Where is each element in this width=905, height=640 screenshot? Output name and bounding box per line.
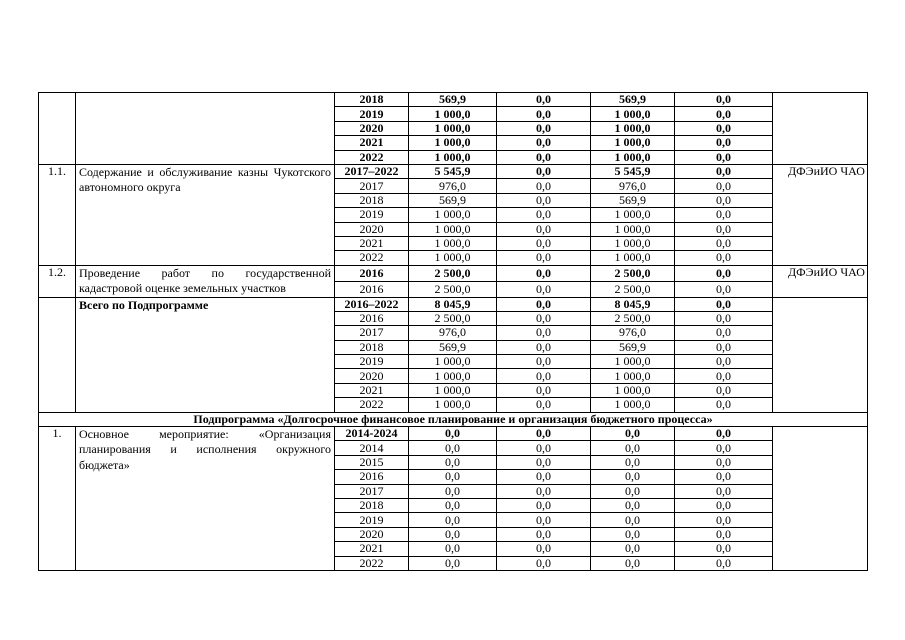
- federal-cell: 0,0: [497, 281, 591, 297]
- measure-name-cell: Проведение работ по государственной кадастровой оценке земельных участков: [76, 265, 335, 297]
- year-cell: 2022: [335, 150, 409, 164]
- table-row: [39, 297, 868, 311]
- regional-cell: 1 000,0: [591, 398, 675, 412]
- year-cell: 2017: [335, 326, 409, 340]
- year-cell: 2021: [335, 136, 409, 150]
- year-cell: 2017: [335, 179, 409, 193]
- federal-cell: 0,0: [497, 311, 591, 325]
- total-cell: 1 000,0: [409, 222, 497, 236]
- federal-cell: 0,0: [497, 383, 591, 397]
- total-cell: 1 000,0: [409, 136, 497, 150]
- total-cell: 1 000,0: [409, 150, 497, 164]
- regional-cell: 0,0: [591, 427, 675, 441]
- year-cell: 2018: [335, 93, 409, 107]
- total-cell: 0,0: [409, 498, 497, 512]
- regional-cell: 569,9: [591, 93, 675, 107]
- regional-cell: 1 000,0: [591, 383, 675, 397]
- regional-cell: 1 000,0: [591, 107, 675, 121]
- other-cell: 0,0: [675, 355, 773, 369]
- regional-cell: 0,0: [591, 556, 675, 570]
- other-cell: 0,0: [675, 222, 773, 236]
- total-cell: 1 000,0: [409, 355, 497, 369]
- total-cell: 0,0: [409, 484, 497, 498]
- total-cell: 1 000,0: [409, 251, 497, 265]
- regional-cell: 1 000,0: [591, 208, 675, 222]
- other-cell: 0,0: [675, 326, 773, 340]
- total-cell: 976,0: [409, 179, 497, 193]
- total-cell: 569,9: [409, 193, 497, 207]
- total-cell: 0,0: [409, 441, 497, 455]
- regional-cell: 569,9: [591, 340, 675, 354]
- row-number-cell: [39, 93, 76, 165]
- responsible-cell: ДФЭиИО ЧАО: [773, 265, 868, 297]
- other-cell: 0,0: [675, 340, 773, 354]
- regional-cell: 1 000,0: [591, 251, 675, 265]
- total-cell: 1 000,0: [409, 121, 497, 135]
- federal-cell: 0,0: [497, 470, 591, 484]
- table-row: [39, 427, 868, 441]
- federal-cell: 0,0: [497, 326, 591, 340]
- other-cell: 0,0: [675, 164, 773, 178]
- year-cell: 2022: [335, 398, 409, 412]
- federal-cell: 0,0: [497, 107, 591, 121]
- measure-name-cell: Содержание и обслуживание казны Чукотского автономного округа: [76, 164, 335, 265]
- responsible-cell: [773, 427, 868, 571]
- total-cell: 0,0: [409, 556, 497, 570]
- federal-cell: 0,0: [497, 222, 591, 236]
- total-cell: 1 000,0: [409, 208, 497, 222]
- other-cell: 0,0: [675, 311, 773, 325]
- table-row: [39, 164, 868, 178]
- year-cell: 2017: [335, 484, 409, 498]
- budget-table: [38, 92, 868, 571]
- total-cell: 0,0: [409, 513, 497, 527]
- regional-cell: 0,0: [591, 513, 675, 527]
- regional-cell: 0,0: [591, 498, 675, 512]
- federal-cell: 0,0: [497, 179, 591, 193]
- federal-cell: 0,0: [497, 427, 591, 441]
- federal-cell: 0,0: [497, 527, 591, 541]
- row-number-cell: 1.1.: [39, 164, 76, 265]
- federal-cell: 0,0: [497, 441, 591, 455]
- other-cell: 0,0: [675, 470, 773, 484]
- year-cell: 2021: [335, 542, 409, 556]
- total-cell: 569,9: [409, 340, 497, 354]
- federal-cell: 0,0: [497, 150, 591, 164]
- total-cell: 0,0: [409, 455, 497, 469]
- year-cell: 2016: [335, 265, 409, 281]
- federal-cell: 0,0: [497, 208, 591, 222]
- federal-cell: 0,0: [497, 297, 591, 311]
- other-cell: 0,0: [675, 427, 773, 441]
- federal-cell: 0,0: [497, 236, 591, 250]
- regional-cell: 0,0: [591, 470, 675, 484]
- other-cell: 0,0: [675, 251, 773, 265]
- row-number-cell: [39, 297, 76, 412]
- year-cell: 2019: [335, 208, 409, 222]
- total-cell: 2 500,0: [409, 311, 497, 325]
- federal-cell: 0,0: [497, 556, 591, 570]
- other-cell: 0,0: [675, 179, 773, 193]
- other-cell: 0,0: [675, 121, 773, 135]
- total-cell: 1 000,0: [409, 398, 497, 412]
- regional-cell: 569,9: [591, 193, 675, 207]
- other-cell: 0,0: [675, 527, 773, 541]
- year-cell: 2018: [335, 498, 409, 512]
- regional-cell: 976,0: [591, 326, 675, 340]
- regional-cell: 2 500,0: [591, 281, 675, 297]
- year-cell: 2020: [335, 527, 409, 541]
- responsible-cell: [773, 297, 868, 412]
- measure-name-cell: [76, 93, 335, 165]
- other-cell: 0,0: [675, 398, 773, 412]
- total-cell: 0,0: [409, 542, 497, 556]
- other-cell: 0,0: [675, 193, 773, 207]
- federal-cell: 0,0: [497, 251, 591, 265]
- year-cell: 2017–2022: [335, 164, 409, 178]
- year-cell: 2016: [335, 470, 409, 484]
- section-header-row: [39, 412, 868, 426]
- regional-cell: 2 500,0: [591, 265, 675, 281]
- section-title: Подпрограмма «Долгосрочное финансовое планирование и организация бюджетного процесса»: [39, 412, 868, 426]
- other-cell: 0,0: [675, 265, 773, 281]
- year-cell: 2018: [335, 193, 409, 207]
- other-cell: 0,0: [675, 208, 773, 222]
- year-cell: 2019: [335, 513, 409, 527]
- year-cell: 2022: [335, 556, 409, 570]
- year-cell: 2022: [335, 251, 409, 265]
- regional-cell: 0,0: [591, 484, 675, 498]
- other-cell: 0,0: [675, 556, 773, 570]
- total-cell: 8 045,9: [409, 297, 497, 311]
- federal-cell: 0,0: [497, 265, 591, 281]
- federal-cell: 0,0: [497, 484, 591, 498]
- federal-cell: 0,0: [497, 355, 591, 369]
- year-cell: 2016: [335, 281, 409, 297]
- other-cell: 0,0: [675, 281, 773, 297]
- responsible-cell: ДФЭиИО ЧАО: [773, 164, 868, 265]
- federal-cell: 0,0: [497, 136, 591, 150]
- regional-cell: 0,0: [591, 441, 675, 455]
- measure-name-cell: Всего по Подпрограмме: [76, 297, 335, 412]
- regional-cell: 1 000,0: [591, 150, 675, 164]
- federal-cell: 0,0: [497, 455, 591, 469]
- other-cell: 0,0: [675, 383, 773, 397]
- year-cell: 2018: [335, 340, 409, 354]
- total-cell: 5 545,9: [409, 164, 497, 178]
- year-cell: 2014: [335, 441, 409, 455]
- row-number-cell: 1.2.: [39, 265, 76, 297]
- other-cell: 0,0: [675, 369, 773, 383]
- total-cell: 1 000,0: [409, 383, 497, 397]
- year-cell: 2020: [335, 121, 409, 135]
- responsible-cell: [773, 93, 868, 165]
- federal-cell: 0,0: [497, 340, 591, 354]
- year-cell: 2021: [335, 236, 409, 250]
- year-cell: 2021: [335, 383, 409, 397]
- federal-cell: 0,0: [497, 542, 591, 556]
- total-cell: 2 500,0: [409, 265, 497, 281]
- year-cell: 2015: [335, 455, 409, 469]
- year-cell: 2020: [335, 222, 409, 236]
- year-cell: 2016: [335, 311, 409, 325]
- regional-cell: 1 000,0: [591, 355, 675, 369]
- federal-cell: 0,0: [497, 93, 591, 107]
- year-cell: 2016–2022: [335, 297, 409, 311]
- other-cell: 0,0: [675, 441, 773, 455]
- other-cell: 0,0: [675, 136, 773, 150]
- federal-cell: 0,0: [497, 498, 591, 512]
- other-cell: 0,0: [675, 542, 773, 556]
- federal-cell: 0,0: [497, 369, 591, 383]
- total-cell: 0,0: [409, 527, 497, 541]
- year-cell: 2014-2024: [335, 427, 409, 441]
- federal-cell: 0,0: [497, 193, 591, 207]
- row-number-cell: 1.: [39, 427, 76, 571]
- other-cell: 0,0: [675, 513, 773, 527]
- other-cell: 0,0: [675, 236, 773, 250]
- table-row: [39, 93, 868, 107]
- year-cell: 2019: [335, 107, 409, 121]
- regional-cell: 1 000,0: [591, 236, 675, 250]
- regional-cell: 8 045,9: [591, 297, 675, 311]
- total-cell: 569,9: [409, 93, 497, 107]
- total-cell: 1 000,0: [409, 369, 497, 383]
- regional-cell: 976,0: [591, 179, 675, 193]
- total-cell: 2 500,0: [409, 281, 497, 297]
- other-cell: 0,0: [675, 107, 773, 121]
- regional-cell: 1 000,0: [591, 136, 675, 150]
- regional-cell: 0,0: [591, 527, 675, 541]
- other-cell: 0,0: [675, 297, 773, 311]
- regional-cell: 1 000,0: [591, 369, 675, 383]
- regional-cell: 0,0: [591, 542, 675, 556]
- year-cell: 2019: [335, 355, 409, 369]
- other-cell: 0,0: [675, 93, 773, 107]
- federal-cell: 0,0: [497, 121, 591, 135]
- other-cell: 0,0: [675, 455, 773, 469]
- other-cell: 0,0: [675, 484, 773, 498]
- table-row: [39, 265, 868, 281]
- total-cell: 0,0: [409, 427, 497, 441]
- regional-cell: 5 545,9: [591, 164, 675, 178]
- regional-cell: 1 000,0: [591, 222, 675, 236]
- regional-cell: 0,0: [591, 455, 675, 469]
- total-cell: 976,0: [409, 326, 497, 340]
- other-cell: 0,0: [675, 498, 773, 512]
- total-cell: 1 000,0: [409, 236, 497, 250]
- regional-cell: 2 500,0: [591, 311, 675, 325]
- regional-cell: 1 000,0: [591, 121, 675, 135]
- federal-cell: 0,0: [497, 513, 591, 527]
- federal-cell: 0,0: [497, 398, 591, 412]
- total-cell: 1 000,0: [409, 107, 497, 121]
- other-cell: 0,0: [675, 150, 773, 164]
- federal-cell: 0,0: [497, 164, 591, 178]
- total-cell: 0,0: [409, 470, 497, 484]
- measure-name-cell: Основное мероприятие: «Организация планирования и исполнения окружного бюджета»: [76, 427, 335, 571]
- year-cell: 2020: [335, 369, 409, 383]
